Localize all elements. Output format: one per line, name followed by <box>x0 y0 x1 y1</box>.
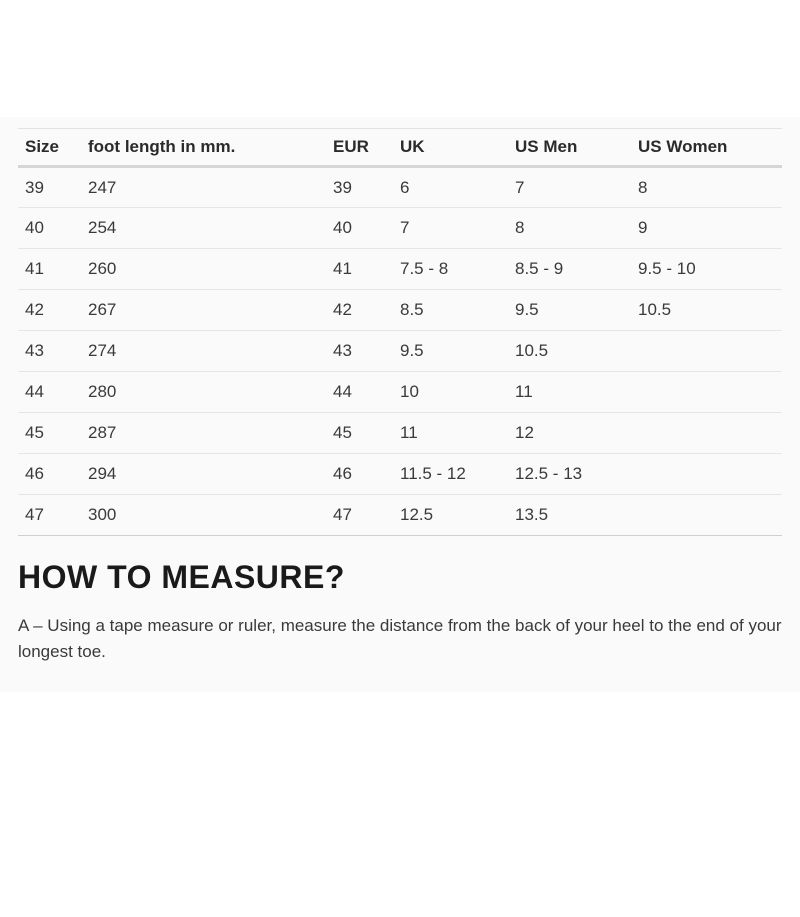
table-cell: 287 <box>81 413 326 454</box>
table-cell: 42 <box>326 290 393 331</box>
table-cell <box>631 454 782 495</box>
table-cell: 10.5 <box>631 290 782 331</box>
table-cell: 12.5 - 13 <box>508 454 631 495</box>
table-cell: 11 <box>508 372 631 413</box>
how-to-measure-text: A – Using a tape measure or ruler, measure the distance from the back of your heel to the end of your longest toe. <box>18 616 782 662</box>
table-cell: 44 <box>326 372 393 413</box>
table-cell <box>631 495 782 536</box>
table-row <box>18 495 782 536</box>
table-cell: 8 <box>508 208 631 249</box>
table-cell: 7.5 - 8 <box>393 249 508 290</box>
table-cell: 43 <box>326 331 393 372</box>
table-row <box>18 331 782 372</box>
table-cell: 12.5 <box>393 495 508 536</box>
table-cell: 39 <box>18 167 81 208</box>
column-header-uk: UK <box>393 129 508 167</box>
table-cell: 9 <box>631 208 782 249</box>
table-cell: 12 <box>508 413 631 454</box>
table-cell: 40 <box>18 208 81 249</box>
table-row <box>18 413 782 454</box>
table-cell: 11 <box>393 413 508 454</box>
column-header-us-women: US Women <box>631 129 782 167</box>
table-cell: 267 <box>81 290 326 331</box>
column-header-us-men: US Men <box>508 129 631 167</box>
table-cell: 11.5 - 12 <box>393 454 508 495</box>
table-cell: 41 <box>326 249 393 290</box>
table-cell: 43 <box>18 331 81 372</box>
table-cell: 280 <box>81 372 326 413</box>
table-cell: 8 <box>631 167 782 208</box>
table-cell: 9.5 <box>393 331 508 372</box>
table-cell <box>631 413 782 454</box>
table-row <box>18 454 782 495</box>
table-row <box>18 167 782 208</box>
size-chart-table <box>18 128 782 536</box>
table-cell: 7 <box>508 167 631 208</box>
table-cell: 7 <box>393 208 508 249</box>
table-cell: 46 <box>326 454 393 495</box>
table-cell: 300 <box>81 495 326 536</box>
table-cell: 247 <box>81 167 326 208</box>
table-cell: 45 <box>18 413 81 454</box>
table-cell: 10 <box>393 372 508 413</box>
table-cell: 46 <box>18 454 81 495</box>
table-cell: 39 <box>326 167 393 208</box>
table-cell: 44 <box>18 372 81 413</box>
table-cell: 40 <box>326 208 393 249</box>
table-cell: 9.5 - 10 <box>631 249 782 290</box>
table-row <box>18 290 782 331</box>
table-row <box>18 249 782 290</box>
table-cell: 47 <box>18 495 81 536</box>
table-cell: 45 <box>326 413 393 454</box>
column-header-eur: EUR <box>326 129 393 167</box>
table-cell: 254 <box>81 208 326 249</box>
table-cell: 47 <box>326 495 393 536</box>
table-cell: 10.5 <box>508 331 631 372</box>
column-header-size: Size <box>18 129 81 167</box>
column-header-foot-length: foot length in mm. <box>81 129 326 167</box>
table-cell: 9.5 <box>508 290 631 331</box>
table-cell <box>631 372 782 413</box>
table-cell: 6 <box>393 167 508 208</box>
table-cell: 8.5 <box>393 290 508 331</box>
table-cell: 274 <box>81 331 326 372</box>
table-cell: 260 <box>81 249 326 290</box>
table-cell: 42 <box>18 290 81 331</box>
table-cell: 294 <box>81 454 326 495</box>
table-row <box>18 372 782 413</box>
table-row <box>18 208 782 249</box>
table-header-row <box>18 129 782 167</box>
how-to-measure-heading: HOW TO MEASURE? <box>18 559 345 595</box>
table-cell: 8.5 - 9 <box>508 249 631 290</box>
table-cell: 13.5 <box>508 495 631 536</box>
table-cell: 41 <box>18 249 81 290</box>
table-cell <box>631 331 782 372</box>
size-chart-panel <box>0 117 800 692</box>
